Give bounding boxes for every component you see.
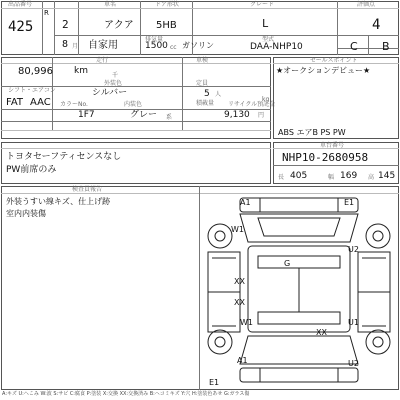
mileage-value: 80,996 [18,66,53,77]
exterior-grade: B [382,40,390,53]
recycle-label: リサイクル預託金 [228,101,276,108]
damage-mark-a1-top: A1 [240,198,251,207]
usage-value: 自家用 [88,40,118,51]
aircon-value: AAC [30,97,51,108]
length-label: 長 [278,174,285,181]
damage-mark-u2-bottom: U2 [348,359,359,368]
recycle-value: 9,130 [224,110,250,120]
car-damage-diagram [200,194,398,389]
month-number: 8 [62,39,69,50]
cc-label: 排気量 [145,36,164,43]
damage-mark-a1-bottom: A1 [237,356,248,365]
model-name: アクア [104,20,134,31]
inspector-title: 検査員報告 [72,186,103,193]
load-label: 積載量 [196,100,215,107]
trim-color-value: グレー [130,110,158,120]
width-label: 幅 [328,174,335,181]
inspector-line-2: 室内内装傷 [6,209,46,218]
seats-label: 定員 [196,80,209,87]
lot-number: 425 [8,19,34,35]
load-unit: kg [262,96,270,103]
chassis-label: 車台番号 [320,142,345,149]
damage-mark-xx-center: XX [316,328,327,337]
grade-value: L [262,17,269,30]
damage-mark-g: G [284,259,291,268]
width-value: 169 [340,171,358,181]
month-unit: 月 [72,43,79,50]
length-value: 405 [290,171,308,181]
damage-mark-w1-bottom: W1 [240,318,253,327]
cc-value: 1500 [145,41,168,51]
doors-value: 5HB [156,20,177,31]
color-code-value: 1F7 [78,110,95,120]
note-line-2: PW前席のみ [6,165,57,175]
inspection-label: 車検 [196,57,209,64]
color-label: 外装色 [104,80,123,87]
sales-point-title: セールスポイント [310,57,358,64]
grade-label: グレード [250,1,275,8]
mileage-label: 走行 [96,57,109,64]
cc-unit: cc [170,44,177,51]
height-label: 高 [368,174,375,181]
mileage-sub: 千 [112,72,119,79]
doors-label: ドア形状 [155,1,179,8]
score-label: 評価点 [357,1,376,8]
interior-grade: C [350,40,358,53]
type-label: 型式 [262,36,275,43]
shift-label: シフト・エアコン [8,87,56,94]
model-code: DAA-NHP10 [250,42,303,52]
note-line-1: トヨタセーフティセンスなし [6,152,122,162]
damage-mark-w1-left: W1 [231,225,244,234]
era-prefix: R [44,9,49,17]
year: 2 [62,18,69,31]
shift-value: FAT [6,97,24,108]
footer-legend: A:キズ U:へこみ W:波 S:サビ C:腐食 P:塗装 X:交換 XX:交換済み B:ヘコミキズ Y:穴 H:塗装色あせ G:ガラス傷 [2,391,250,397]
trim-unit: 系 [166,114,173,121]
color-value: シルバー [92,88,128,98]
mileage-unit: km [74,66,88,76]
sales-point-text: ★オークションデビュー★ [276,66,371,75]
damage-mark-xx-1: XX [234,277,245,286]
equipment-list: ABS エアB PS PW [278,128,346,137]
seats-unit: 人 [215,91,222,98]
damage-mark-e1-top: E1 [344,198,355,207]
damage-mark-xx-2: XX [234,298,245,307]
fuel-value: ガソリン [182,41,214,50]
score-value: 4 [372,17,381,33]
damage-mark-e1-bottom: E1 [209,378,220,387]
trim-label: 内装色 [124,101,143,108]
color-code-label: カラーNo. [60,101,88,108]
seats-value: 5 [204,89,210,99]
height-value: 145 [378,171,396,181]
recycle-unit: 円 [258,112,265,119]
lot-label: 出品番号 [8,1,33,8]
damage-mark-u1: U1 [348,318,359,327]
damage-mark-u2: U2 [348,245,359,254]
inspector-line-1: 外装うすい線キズ、仕上げ跡 [6,197,111,206]
model-label: 車名 [104,1,117,8]
chassis-number: NHP10-2680958 [282,151,369,164]
